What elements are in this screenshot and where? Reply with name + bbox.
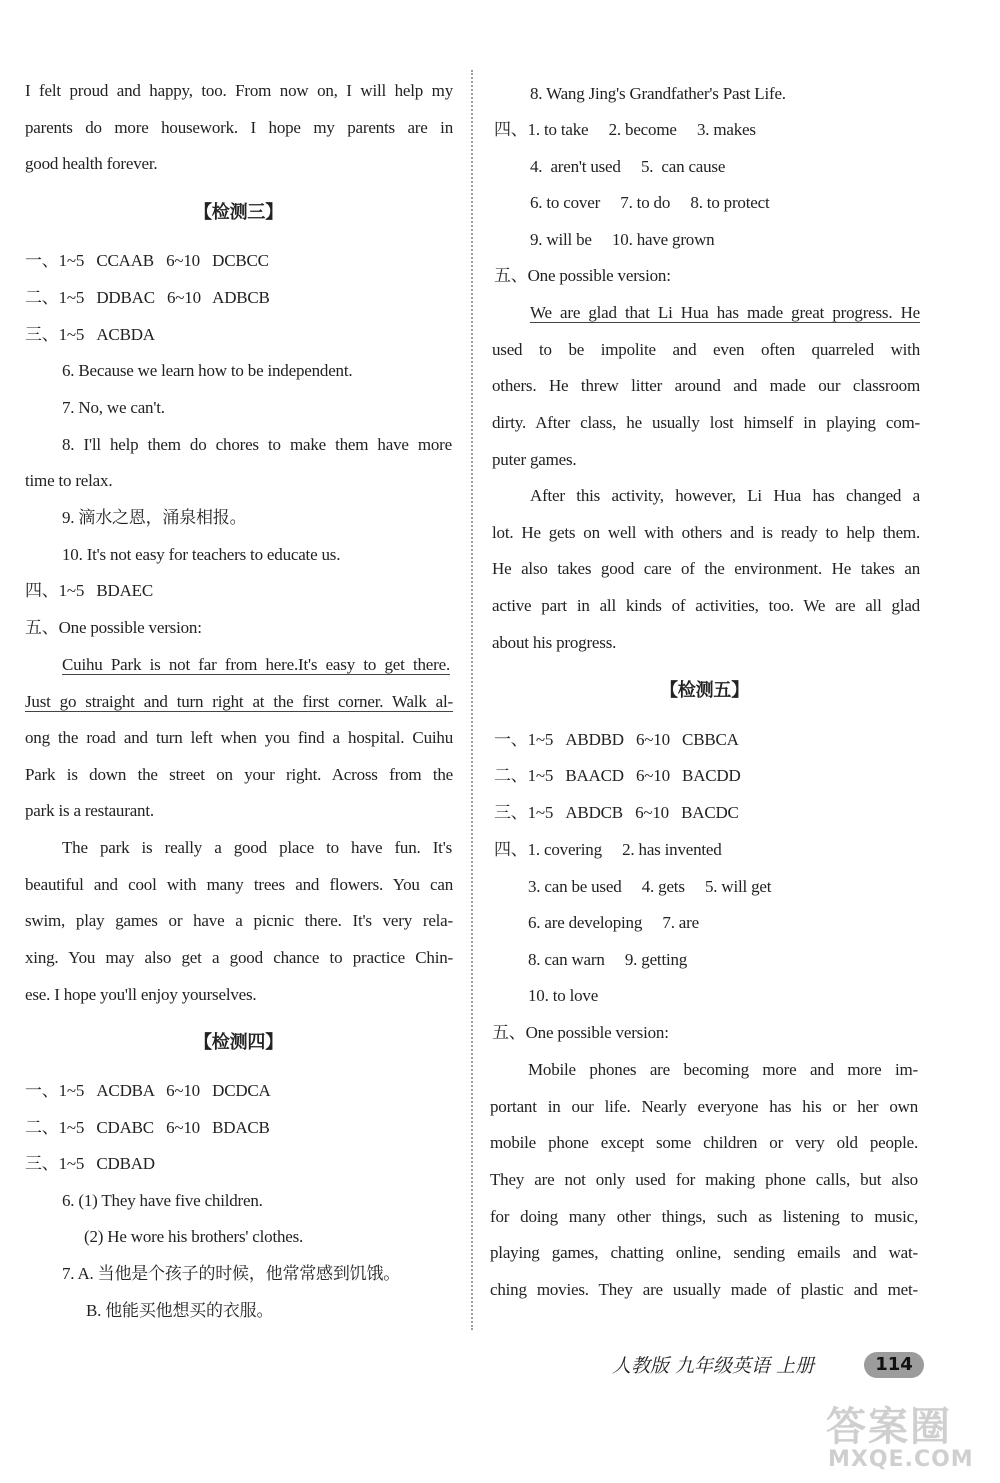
essay-line: They are not only used for making phone calls, but also [490,1170,918,1189]
essay-line: After this activity, however, Li Hua has changed a [530,486,920,505]
essay-line: others. He threw litter around and made our classroom [492,376,920,395]
essay-line: He also takes good care of the environment. He takes an [492,559,920,578]
answer-row: 二、1~5 CDABC 6~10 BDACB [25,1118,270,1137]
answer-row: 三、1~5 CDBAD [25,1154,155,1173]
answer-line: 8. I'll help them do chores to make them have more [62,435,452,454]
text-line: parents do more housework. I hope my parents are in [25,118,453,137]
essay-line: Park is down the street on your right. Across from the [25,765,453,784]
essay-line: used to be impolite and even often quarreled with [492,340,920,359]
essay-line: ese. I hope you'll enjoy yourselves. [25,985,257,1004]
answer-line: 6. Because we learn how to be independent. [62,361,353,380]
essay-line: portant in our life. Nearly everyone has his or her own [490,1097,918,1116]
essay-line: swim, play games or have a picnic there. It's very rela- [25,911,453,930]
essay-line: Mobile phones are becoming more and more im- [528,1060,918,1079]
essay-line: lot. He gets on well with others and is ready to help them. [492,523,920,542]
answer-line: time to relax. [25,471,113,490]
answer-row: 五、One possible version: [494,266,671,285]
essay-line: active part in all kinds of activities, too. We are all glad [492,596,920,615]
essay-line: Cuihu Park is not far from here.It's easy to get there. [62,655,450,674]
essay-line: The park is really a good place to have fun. It's [62,838,452,857]
section-title-5: 【检测五】 [660,680,749,701]
answer-line: 7. A. 当他是个孩子的时候，他常常感到饥饿。 [62,1264,401,1283]
answer-line: 9. 滴水之恩，涌泉相报。 [62,508,247,527]
text-line: I felt proud and happy, too. From now on, I will help my [25,81,453,100]
answer-line: B. 他能买他想买的衣服。 [86,1301,274,1320]
answer-row: 二、1~5 DDBAC 6~10 ADBCB [25,288,270,307]
column-divider [471,70,473,1330]
answer-row: 4. aren't used 5. can cause [530,157,726,176]
essay-line: ching movies. They are usually made of plastic and met- [490,1280,918,1299]
answer-line: 6. (1) They have five children. [62,1191,263,1210]
section-title-3: 【检测三】 [194,202,283,223]
essay-line [25,691,453,713]
watermark-chars: 答案圈 [826,1404,952,1450]
essay-line: xing. You may also get a good chance to practice Chin- [25,948,453,967]
essay-line: park is a restaurant. [25,801,154,820]
answer-line: (2) He wore his brothers' clothes. [84,1227,304,1246]
essay-line: beautiful and cool with many trees and flowers. You can [25,875,453,894]
answer-row: 8. can warn 9. getting [528,950,688,969]
essay-line: playing games, chatting online, sending emails and wat- [490,1243,918,1262]
essay-line: puter games. [492,450,577,469]
answer-row: 一、1~5 ABDBD 6~10 CBBCA [494,730,739,749]
essay-line [530,302,920,324]
watermark-url: MXQE.COM [828,1447,974,1472]
answer-row: 五、One possible version: [492,1023,669,1042]
book-footer: 人教版 九年级英语 上册 [612,1355,815,1377]
essay-line: mobile phone except some children or very old people. [490,1133,918,1152]
underlined-phrase: Just go straight and turn right at the first corner. Walk al- [25,692,453,711]
answer-row: 3. can be used 4. gets 5. will get [528,877,772,896]
answer-row: 6. are developing 7. are [528,913,699,932]
answer-row: 四、1. to take 2. become 3. makes [494,120,756,139]
answer-row: 四、1. covering 2. has invented [494,840,722,859]
page-number: 114 [864,1352,924,1378]
text-line: good health forever. [25,154,158,173]
answer-row: 9. will be 10. have grown [530,230,715,249]
essay-line: for doing many other things, such as listening to music, [490,1207,918,1226]
essay-line: ong the road and turn left when you find a hospital. Cuihu [25,728,453,747]
answer-row: 二、1~5 BAACD 6~10 BACDD [494,766,741,785]
answer-row: 一、1~5 ACDBA 6~10 DCDCA [25,1081,271,1100]
answer-row: 10. to love [528,986,599,1005]
answer-line: 10. It's not easy for teachers to educate us. [62,545,341,564]
answer-row: 五、One possible version: [25,618,202,637]
answer-row: 三、1~5 ABDCB 6~10 BACDC [494,803,739,822]
answer-row: 一、1~5 CCAAB 6~10 DCBCC [25,251,269,270]
section-title-4: 【检测四】 [194,1032,283,1053]
underlined-phrase: We are glad that Li Hua has made great progress. He [530,303,920,322]
essay-line: about his progress. [492,633,617,652]
answer-line: 7. No, we can't. [62,398,165,417]
answer-row: 6. to cover 7. to do 8. to protect [530,193,770,212]
watermark-logo [820,1395,995,1480]
essay-line: dirty. After class, he usually lost himself in playing com- [492,413,920,432]
answer-row: 四、1~5 BDAEC [25,581,153,600]
answer-row: 三、1~5 ACBDA [25,325,155,344]
answer-line: 8. Wang Jing's Grandfather's Past Life. [530,84,786,103]
